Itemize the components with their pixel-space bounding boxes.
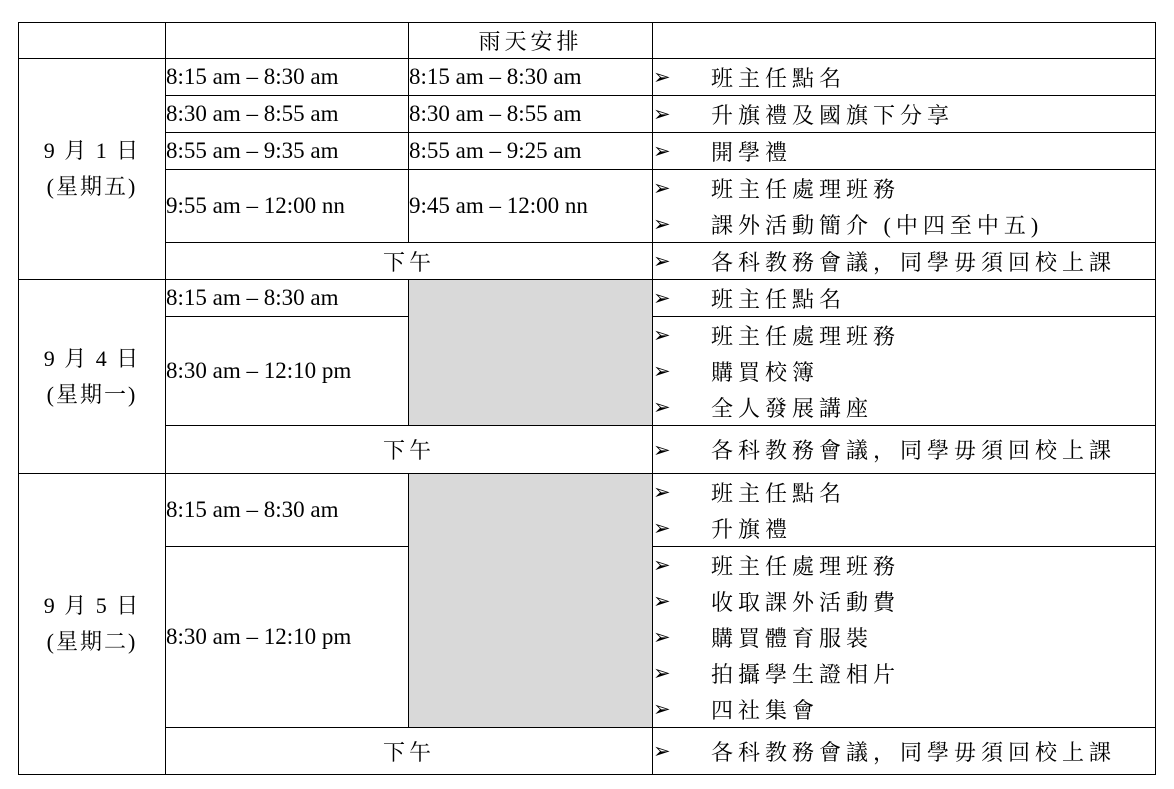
day-cell	[19, 59, 166, 280]
activity-item	[653, 133, 1155, 169]
activity-item	[653, 170, 1155, 206]
activity-text: 班主任處理班務	[711, 323, 901, 349]
activity-text: 各科教務會議，同學毋須回校上課	[711, 249, 1117, 275]
day-date: 9 月 1 日	[43, 138, 141, 163]
afternoon-label: 下午	[166, 243, 653, 280]
day-weekday: (星期五)	[46, 174, 138, 199]
day-weekday: (星期一)	[46, 381, 138, 407]
activity-item	[653, 510, 1155, 546]
activity-cell	[653, 133, 1156, 170]
header-row	[19, 23, 1156, 59]
activity-text: 班主任處理班務	[711, 553, 901, 579]
table-row	[19, 426, 1156, 474]
table-row	[19, 243, 1156, 280]
header-blank-day	[19, 23, 166, 59]
activity-text: 購買體育服裝	[711, 625, 874, 651]
activity-item	[653, 619, 1155, 655]
time-normal: 8:30 am – 8:55 am	[166, 96, 409, 133]
arrow-bullet-icon: ➢	[653, 437, 671, 462]
activity-text: 升旗禮	[711, 516, 793, 542]
afternoon-label: 下午	[166, 426, 653, 474]
activity-cell	[653, 474, 1156, 547]
arrow-bullet-icon: ➢	[653, 286, 671, 310]
time-normal: 8:55 am – 9:35 am	[166, 133, 409, 170]
activity-text: 各科教務會議，同學毋須回校上課	[711, 438, 1117, 463]
activity-item	[653, 691, 1155, 727]
arrow-bullet-icon: ➢	[653, 625, 671, 649]
activity-item	[653, 474, 1155, 510]
activity-text: 各科教務會議，同學毋須回校上課	[711, 739, 1117, 765]
arrow-bullet-icon: ➢	[653, 359, 671, 383]
arrow-bullet-icon: ➢	[653, 395, 671, 419]
activity-item	[653, 389, 1155, 425]
activity-cell	[653, 547, 1156, 728]
activity-text: 全人發展講座	[711, 395, 874, 421]
arrow-bullet-icon: ➢	[653, 176, 671, 200]
arrow-bullet-icon: ➢	[653, 516, 671, 540]
no-rain-arrangement-cell	[409, 280, 653, 426]
arrow-bullet-icon: ➢	[653, 323, 671, 347]
arrow-bullet-icon: ➢	[653, 661, 671, 685]
table-row	[19, 728, 1156, 775]
activity-item	[653, 547, 1155, 583]
time-normal: 9:55 am – 12:00 nn	[166, 170, 409, 243]
activity-cell	[653, 59, 1156, 96]
arrow-bullet-icon: ➢	[653, 139, 671, 163]
activity-item	[653, 733, 1155, 769]
activity-item	[653, 432, 1155, 468]
activity-item	[653, 243, 1155, 279]
activity-item	[653, 59, 1155, 95]
day-cell	[19, 474, 166, 775]
arrow-bullet-icon: ➢	[653, 739, 671, 763]
header-blank-activity	[653, 23, 1156, 59]
day-date: 9 月 4 日	[43, 345, 141, 371]
time-rain: 8:15 am – 8:30 am	[409, 59, 653, 96]
activity-text: 拍攝學生證相片	[711, 661, 901, 687]
afternoon-label: 下午	[166, 728, 653, 775]
header-blank-time	[166, 23, 409, 59]
time-rain: 8:30 am – 8:55 am	[409, 96, 653, 133]
table-row	[19, 170, 1156, 243]
time-normal: 8:15 am – 8:30 am	[166, 59, 409, 96]
activity-text: 班主任點名	[711, 480, 847, 506]
day-date: 9 月 5 日	[43, 593, 141, 618]
table-row	[19, 96, 1156, 133]
activity-item	[653, 280, 1155, 316]
time-rain: 8:55 am – 9:25 am	[409, 133, 653, 170]
schedule-table	[18, 22, 1156, 775]
arrow-bullet-icon: ➢	[653, 249, 671, 273]
activity-cell	[653, 170, 1156, 243]
activity-text: 四社集會	[711, 697, 820, 723]
time-normal: 8:30 am – 12:10 pm	[166, 317, 409, 426]
header-rain-arrangement: 雨天安排	[409, 23, 653, 59]
activity-cell	[653, 243, 1156, 280]
table-row	[19, 280, 1156, 317]
day-weekday: (星期二)	[46, 629, 138, 654]
time-rain: 9:45 am – 12:00 nn	[409, 170, 653, 243]
arrow-bullet-icon: ➢	[653, 589, 671, 613]
table-row	[19, 59, 1156, 96]
activity-text: 班主任處理班務	[711, 176, 901, 202]
table-row	[19, 133, 1156, 170]
activity-text: 開學禮	[711, 139, 793, 165]
arrow-bullet-icon: ➢	[653, 102, 671, 126]
activity-item	[653, 96, 1155, 132]
arrow-bullet-icon: ➢	[653, 553, 671, 577]
day-cell	[19, 280, 166, 474]
activity-cell	[653, 96, 1156, 133]
activity-text: 班主任點名	[711, 286, 847, 312]
activity-text: 購買校簿	[711, 359, 820, 385]
activity-item	[653, 353, 1155, 389]
activity-item	[653, 206, 1155, 242]
time-normal: 8:30 am – 12:10 pm	[166, 547, 409, 728]
time-normal: 8:15 am – 8:30 am	[166, 280, 409, 317]
activity-text: 課外活動簡介 (中四至中五)	[711, 212, 1044, 238]
arrow-bullet-icon: ➢	[653, 697, 671, 721]
no-rain-arrangement-cell	[409, 474, 653, 728]
activity-cell	[653, 426, 1156, 474]
arrow-bullet-icon: ➢	[653, 65, 671, 89]
activity-item	[653, 583, 1155, 619]
activity-item	[653, 655, 1155, 691]
activity-cell	[653, 280, 1156, 317]
table-row	[19, 474, 1156, 547]
arrow-bullet-icon: ➢	[653, 212, 671, 236]
activity-cell	[653, 728, 1156, 775]
arrow-bullet-icon: ➢	[653, 480, 671, 504]
activity-text: 班主任點名	[711, 65, 847, 91]
activity-cell	[653, 317, 1156, 426]
time-normal: 8:15 am – 8:30 am	[166, 474, 409, 547]
activity-text: 收取課外活動費	[711, 589, 901, 615]
activity-text: 升旗禮及國旗下分享	[711, 102, 955, 128]
activity-item	[653, 317, 1155, 353]
